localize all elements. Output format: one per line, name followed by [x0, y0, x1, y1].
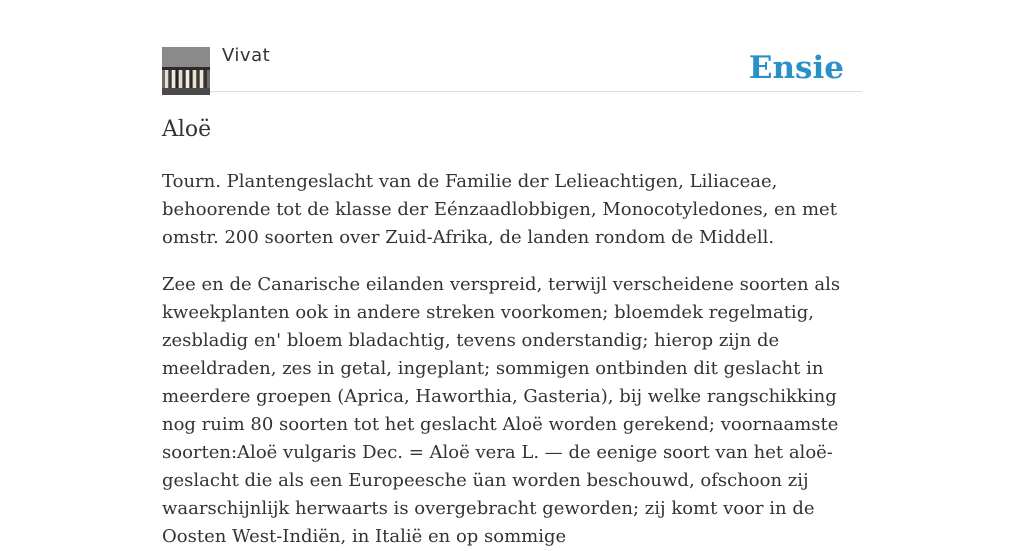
- page-container: [162, 0, 862, 547]
- header: [162, 0, 862, 92]
- author-name[interactable]: Vivat: [222, 45, 271, 66]
- article-paragraph: Tourn. Plantengeslacht van de Familie der Lelieachtigen, Liliaceae, behoorende tot de klasse der Eénzaadlobbigen, Monocotyledones, en met omstr. 200 soorten over Zuid-Afrika, de landen rondom de Middell.: [162, 171, 837, 248]
- site-logo[interactable]: Ensie: [748, 50, 844, 86]
- books-avatar-icon: [162, 47, 210, 95]
- avatar[interactable]: [162, 47, 210, 95]
- article-title: Aloë: [162, 117, 212, 142]
- article-paragraph: Zee en de Canarische eilanden verspreid, terwijl verscheidene soorten als kweekplanten ook in andere streken voorkomen; bloemdek regelmatig, zesbladig en' bloem bladachtig, tevens onderstandig; hierop zijn de meeldraden, zes in getal, ingeplant; sommigen ontbinden dit geslacht in meerdere groepen (Aprica, Haworthia, Gasteria), bij welke rangschikking nog ruim 80 soorten tot het geslacht Aloë worden gerekend; voornaamste soorten:Aloë vulgaris Dec. = Aloë vera L. — de eenige soort van het aloë-geslacht die als een Europeesche üan worden beschouwd, ofschoon zij waarschijnlijk herwaarts is overgebracht geworden; zij komt voor in de Oosten West-Indiën, in Italië en op sommige: [162, 274, 841, 547]
